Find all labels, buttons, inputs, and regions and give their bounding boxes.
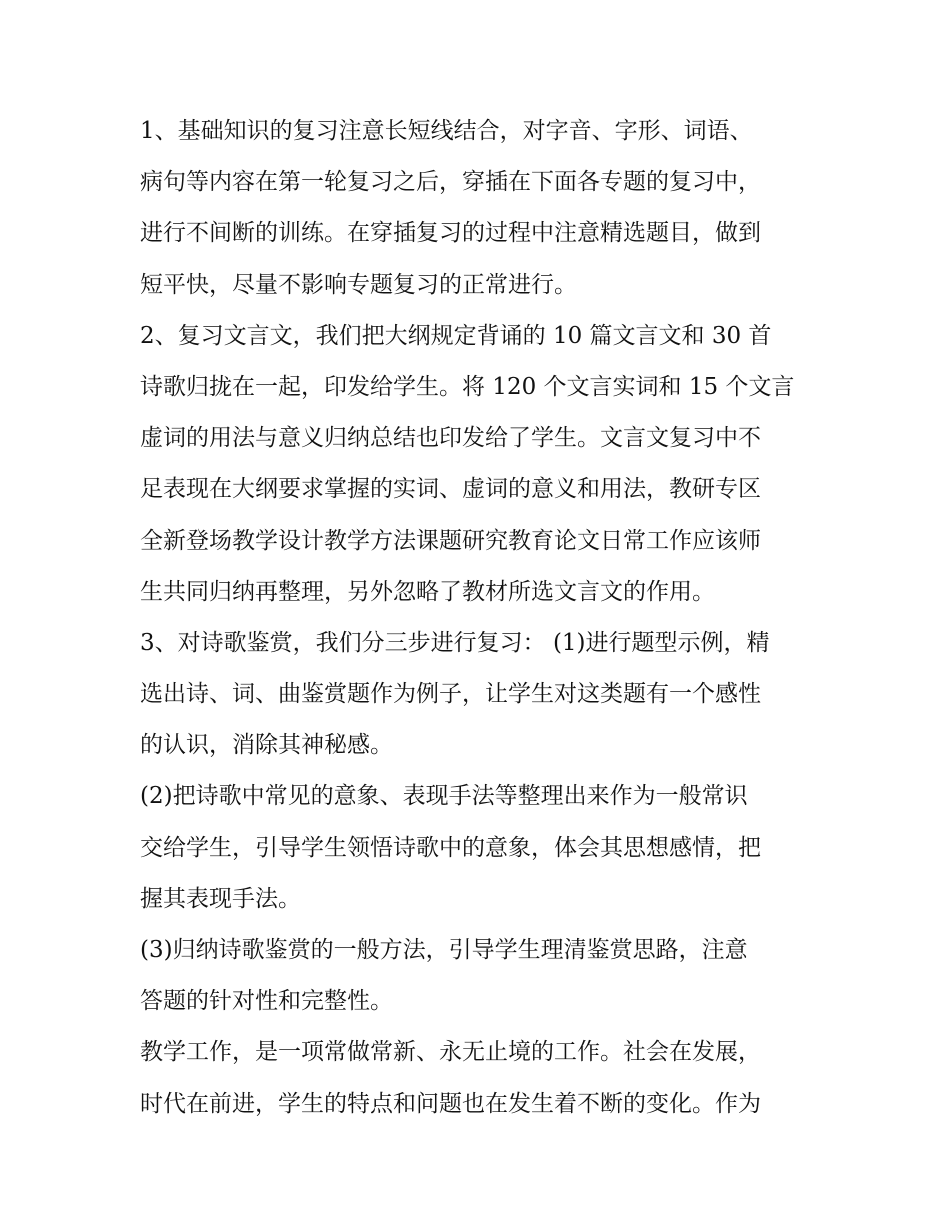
text-line: 病句等内容在第一轮复习之后，穿插在下面各专题的复习中， — [140, 169, 761, 196]
text-line: 答题的针对性和完整性。 — [140, 988, 393, 1015]
text-line: 全新登场教学设计教学方法课题研究教育论文日常工作应该师 — [140, 527, 761, 554]
text-line: (2)把诗歌中常见的意象、表现手法等整理出来作为一般常识 — [140, 783, 748, 810]
text-line: (3)归纳诗歌鉴赏的一般方法，引导学生理清鉴赏思路，注意 — [140, 937, 748, 963]
text-line: 诗歌归拢在一起，印发给学生。将 120 个文言实词和 15 个文言 — [140, 373, 795, 400]
text-line: 虚词的用法与意义归纳总结也印发给了学生。文言文复习中不 — [140, 425, 761, 452]
text-line: 时代在前进，学生的特点和问题也在发生着不断的变化。作为 — [140, 1090, 761, 1117]
text-line: 交给学生，引导学生领悟诗歌中的意象，体会其思想感情，把 — [140, 834, 761, 861]
text-line: 教学工作，是一项常做常新、永无止境的工作。社会在发展， — [140, 1039, 761, 1066]
text-line: 进行不间断的训练。在穿插复习的过程中注意精选题目，做到 — [140, 220, 761, 247]
text-line: 选出诗、词、曲鉴赏题作为例子，让学生对这类题有一个感性 — [140, 681, 761, 708]
text-line: 的认识，消除其神秘感。 — [140, 732, 393, 759]
text-line: 足表现在大纲要求掌握的实词、虚词的意义和用法，教研专区 — [140, 476, 761, 503]
document-body — [140, 106, 830, 1130]
text-line: 握其表现手法。 — [140, 885, 301, 912]
text-line: 生共同归纳再整理，另外忽略了教材所选文言文的作用。 — [140, 578, 715, 605]
text-line: 1、基础知识的复习注意长短线结合，对字音、字形、词语、 — [140, 118, 753, 144]
text-line: 2、复习文言文，我们把大纲规定背诵的 10 篇文言文和 30 首 — [140, 322, 772, 349]
text-line: 短平快，尽量不影响专题复习的正常进行。 — [140, 271, 577, 298]
text-line: 3、对诗歌鉴赏，我们分三步进行复习： (1)进行题型示例，精 — [140, 629, 770, 656]
